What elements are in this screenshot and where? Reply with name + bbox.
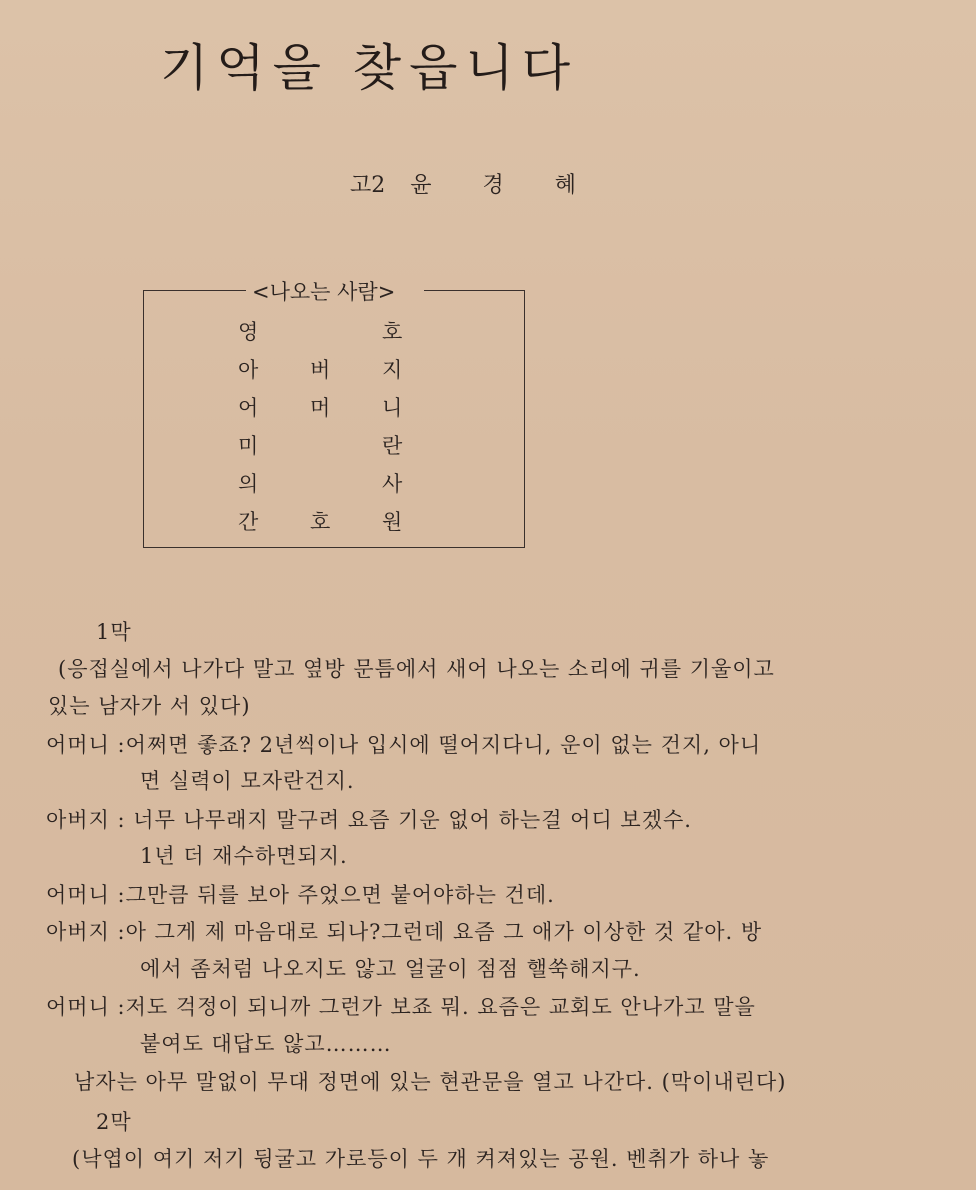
stage-direction: (낙엽이 여기 저기 뒹굴고 가로등이 두 개 켜져있는 공원. 벤취가 하나 놓 [72,1147,770,1171]
dialogue-line [46,918,762,946]
dialogue-text: 붙여도 대답도 않고……… [140,1032,392,1056]
dialogue-text: 너무 나무래지 말구려 요즘 기운 없어 하는걸 어디 보겠수. [125,808,692,832]
cast-char: 미 [238,434,259,458]
dialogue-line [46,881,555,909]
dialogue-text: 에서 좀처럼 나오지도 않고 얼굴이 점점 핼쑥해지구. [140,957,641,981]
author-name-char: 경 [482,173,504,198]
dialogue-text: 어쩌면 좋죠? 2년씩이나 입시에 떨어지다니, 운이 없는 건지, 아니 [125,733,762,757]
speaker-label: 어머니 : [46,733,126,757]
cast-heading: <나오는 사람> [252,280,396,304]
stage-direction: (응접실에서 나가다 말고 옆방 문틈에서 새어 나오는 소리에 귀를 기울이고 [58,657,775,681]
cast-char: 란 [382,434,403,458]
cast-list [238,314,438,542]
author-name-char: 혜 [554,173,577,198]
cast-char: 머 [310,396,331,420]
cast-char: 어 [238,396,259,420]
author-grade: 고2 [350,173,386,198]
cast-box-top-right-rule [424,290,525,291]
speaker-label: 아버지 : [46,808,126,832]
cast-member [238,390,438,428]
cast-char: 호 [382,320,403,344]
speaker-label: 어머니 : [46,883,126,907]
dialogue-text: 면 실력이 모자란건지. [140,769,355,793]
cast-char: 지 [382,358,403,382]
cast-box-top-left-rule [143,290,246,291]
dialogue-text: 아 그게 제 마음대로 되나?그런데 요즘 그 애가 이상한 것 같아. 방 [125,920,763,944]
stage-direction: 남자는 아무 말없이 무대 정면에 있는 현관문을 열고 나간다. (막이내린다) [74,1070,787,1094]
act-heading: 2막 [96,1110,132,1134]
cast-char: 아 [238,358,259,382]
speaker-label: 어머니 : [46,995,126,1019]
cast-member [238,352,438,390]
cast-char: 의 [238,472,259,496]
cast-member [238,314,438,352]
dialogue-text: 그만큼 뒤를 보아 주었으면 붙어야하는 건데. [125,883,555,907]
dialogue-line [46,806,692,834]
cast-char: 사 [382,472,403,496]
cast-member [238,504,438,542]
act-heading: 1막 [96,620,132,644]
cast-char: 니 [382,396,403,420]
cast-char: 버 [310,358,331,382]
cast-member [238,428,438,466]
cast-char: 간 [238,510,259,534]
cast-member [238,466,438,504]
author-name-char: 윤 [410,173,432,198]
author-line [350,168,620,199]
dialogue-line [46,731,761,759]
stage-direction: 있는 남자가 서 있다) [48,694,251,718]
dialogue-line [46,993,756,1021]
dialogue-text: 1년 더 재수하면되지. [140,844,348,868]
speaker-label: 아버지 : [46,920,126,944]
cast-char: 호 [310,510,331,534]
cast-char: 영 [238,320,259,344]
dialogue-text: 저도 걱정이 되니까 그런가 보죠 뭐. 요즘은 교회도 안나가고 말을 [125,995,756,1019]
play-title: 기억을 찾읍니다 [160,39,578,97]
cast-char: 원 [382,510,403,534]
